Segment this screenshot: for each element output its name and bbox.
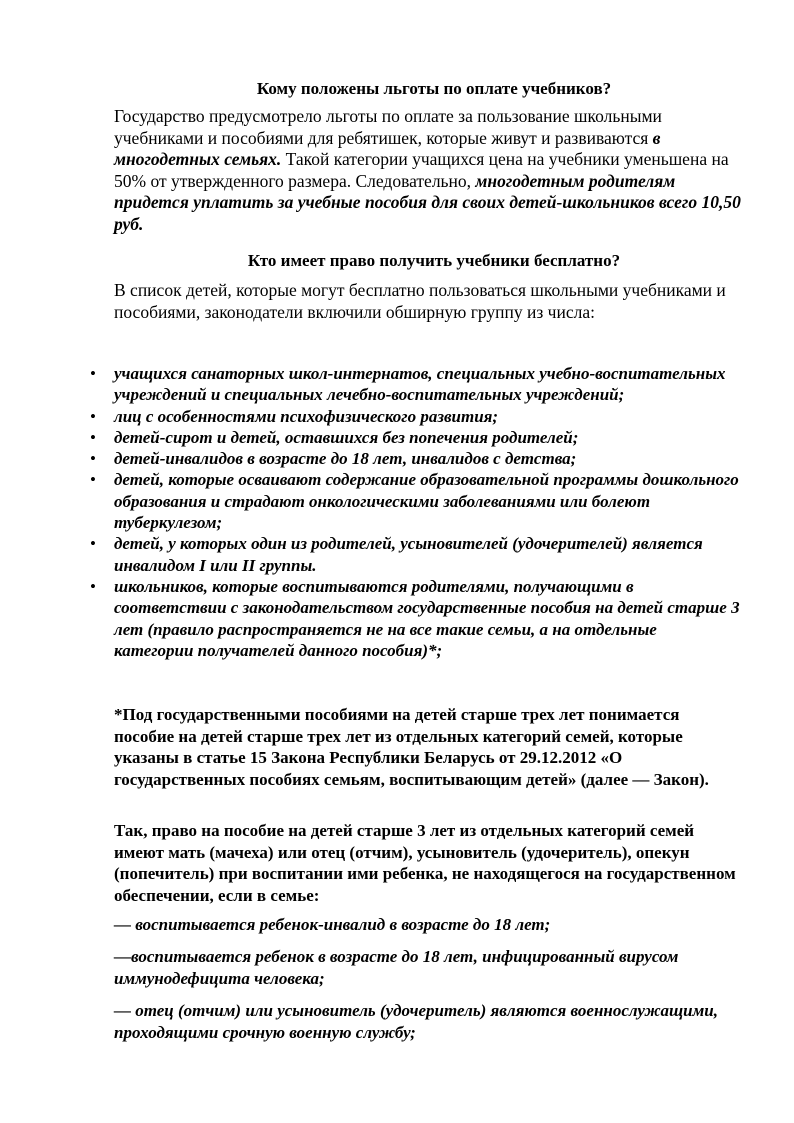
paragraph-benefits-text-c: Такой категории учащихся цена на учебники уменьшена на 50% от утвержденного размера. Следовательно, — [114, 149, 729, 191]
bullet-icon: • — [90, 449, 96, 469]
bullet-icon: • — [90, 406, 96, 426]
paragraph-benefits — [114, 106, 754, 235]
heading-free-textbooks: Кто имеет право получить учебники бесплатно? — [247, 251, 621, 270]
list-item — [90, 469, 740, 533]
condition-child-disabled: — воспитывается ребенок-инвалид в возрасте до 18 лет; — [114, 915, 551, 934]
paragraph-free-intro: В список детей, которые могут бесплатно пользоваться школьными учебниками и пособиями, законодатели включили обширную группу из числа: — [114, 280, 726, 322]
footnote-paragraph: *Под государственными пособиями на детей старше трех лет понимается пособие на детей старше трех лет из отдельных категорий семей, которые указаны в статье 15 Закона Республики Беларусь от 29.12.2012 «О государственных пособиях семьям, воспитывающим детей» (далее — Закон). — [114, 705, 709, 789]
eligible-list — [90, 363, 740, 661]
heading-benefits: Кому положены льготы по оплате учебников? — [256, 79, 612, 98]
bullet-icon: • — [90, 576, 96, 596]
list-item — [90, 533, 740, 576]
list-item — [90, 406, 740, 427]
list-item — [90, 448, 740, 469]
bullet-icon: • — [90, 364, 96, 383]
rule-paragraph: Так, право на пособие на детей старше 3 лет из отдельных категорий семей имеют мать (мачеха) или отец (отчим), усыновитель (удочеритель), опекун (попечитель) при воспитании ими ребенка, не находящегося на государственном обеспечении, если в семье: — [114, 821, 736, 905]
list-item-text: лиц с особенностями психофизического развития; — [114, 406, 499, 426]
list-item — [90, 576, 740, 661]
paragraph-benefits-emphasis-price: многодетным родителям придется уплатить за учебные пособия для своих детей-школьников всего 10,50 руб. — [114, 170, 741, 234]
list-item-text: детей, у которых один из родителей, усыновителей (удочерителей) является инвалидом I или II группы. — [114, 534, 703, 575]
bullet-icon: • — [90, 470, 96, 490]
list-item — [90, 427, 740, 448]
list-item-text: детей, которые осваивают содержание образовательной программы дошкольного образования и страдают онкологическими заболеваниями или болеют туберкулезом; — [114, 470, 739, 533]
list-item-text: детей-сирот и детей, оставшихся без попечения родителей; — [114, 427, 579, 447]
list-item — [90, 363, 740, 406]
list-item-text: детей-инвалидов в возрасте до 18 лет, инвалидов с детства; — [114, 449, 577, 469]
condition-father-military: — отец (отчим) или усыновитель (удочеритель) являются военнослужащими, проходящими срочную военную службу; — [114, 1001, 718, 1042]
condition-child-hiv: —воспитывается ребенок в возрасте до 18 лет, инфицированный вирусом иммунодефицита человека; — [114, 947, 679, 988]
paragraph-benefits-emphasis-families: в многодетных семьях. — [114, 127, 661, 169]
list-item-text: учащихся санаторных школ-интернатов, специальных учебно-воспитательных учреждений и специальных лечебно-воспитательных учреждений; — [114, 364, 726, 405]
bullet-icon: • — [90, 534, 96, 554]
paragraph-benefits-text-a: Государство предусмотрело льготы по оплате за пользование школьными учебниками и пособиями для ребятишек, которые живут и развиваются — [114, 106, 662, 148]
list-item-text: школьников, которые воспитываются родителями, получающими в соответствии с законодательством государственные пособия на детей старше 3 лет (правило распространяется не на все такие семьи, а на отдельные категории получателей данного пособия)*; — [114, 576, 740, 660]
bullet-icon: • — [90, 427, 96, 447]
